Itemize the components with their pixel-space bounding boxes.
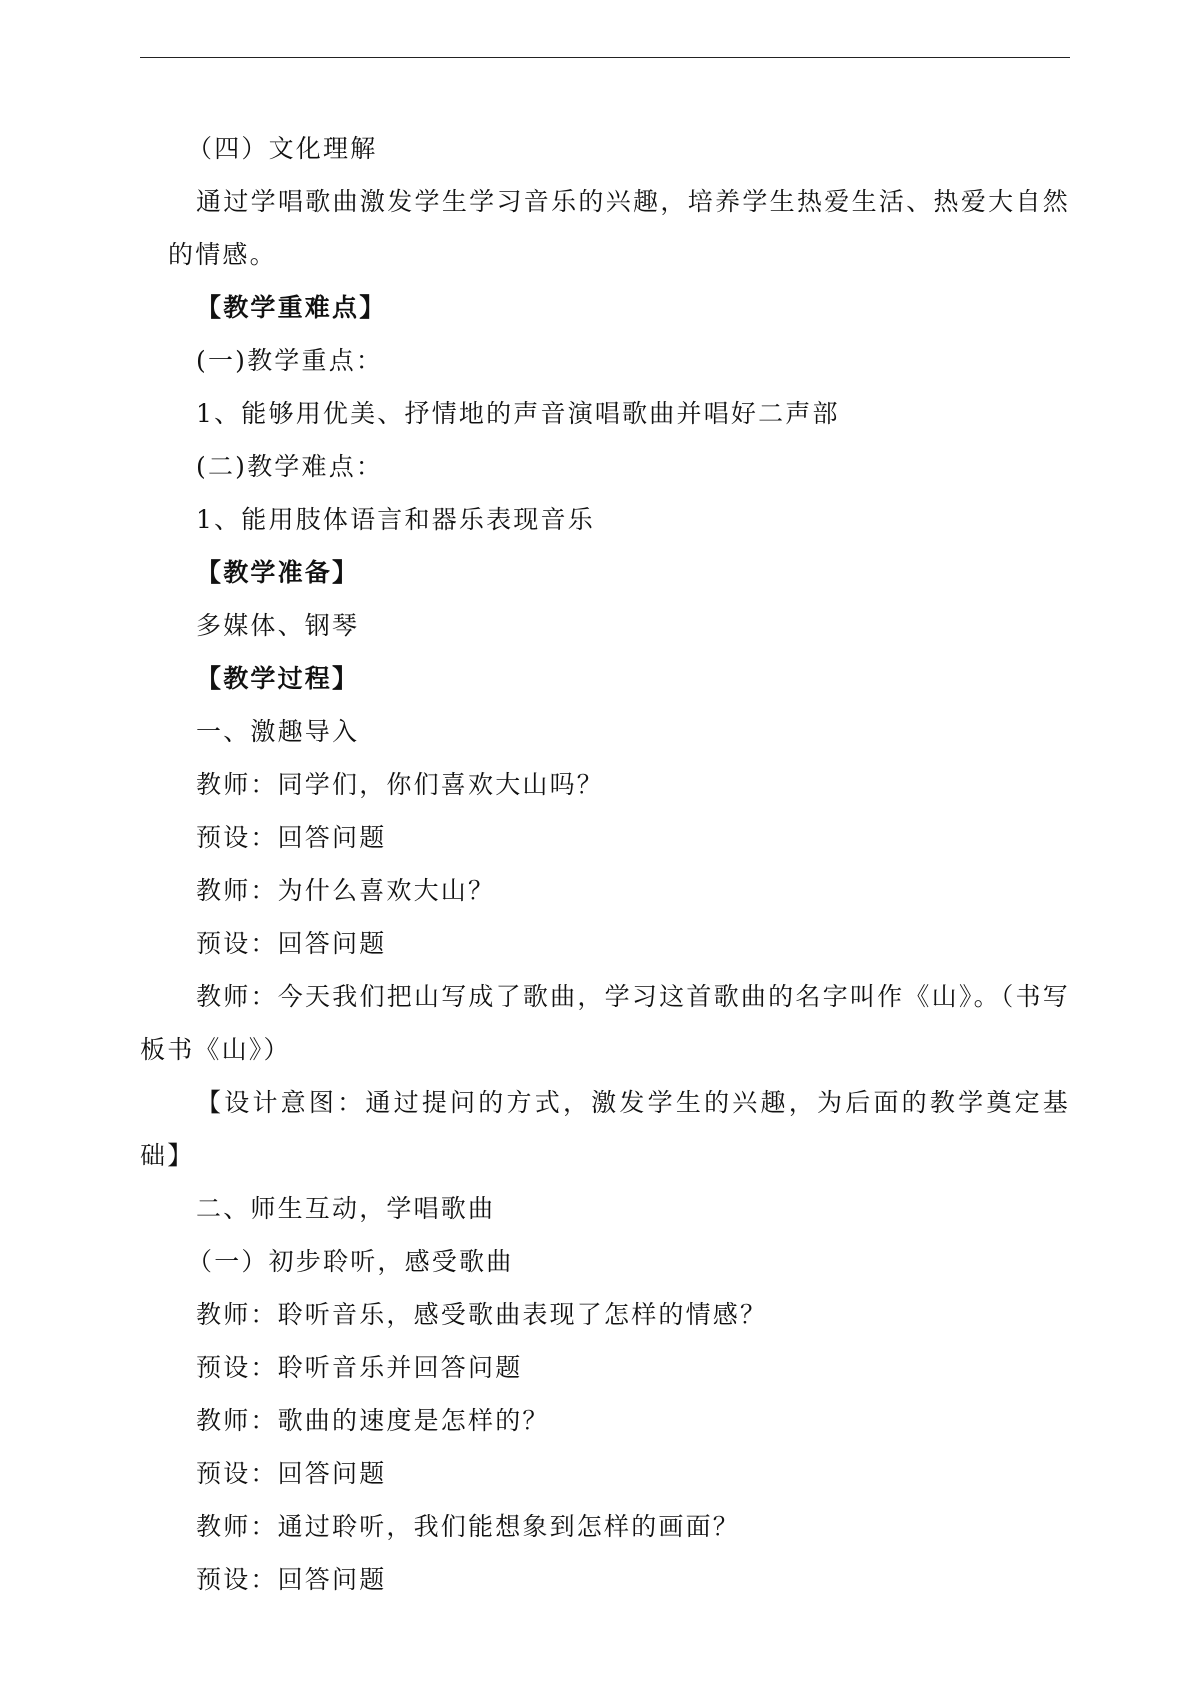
document-body [140, 122, 1070, 1606]
heading-key-points: 【教学重难点】 [196, 293, 387, 322]
dialogue-line: 教师：歌曲的速度是怎样的？ [196, 1406, 550, 1435]
dialogue-line: 预设：回答问题 [196, 823, 387, 852]
dialogue-line: 教师：聆听音乐，感受歌曲表现了怎样的情感？ [196, 1300, 768, 1329]
paragraph-culture: 通过学唱歌曲激发学生学习音乐的兴趣，培养学生热爱生活、热爱大自然的情感。 [168, 187, 1070, 269]
subheading-first-listening: （一）初步聆听，感受歌曲 [187, 1247, 514, 1276]
list-item: 1、能够用优美、抒情地的声音演唱歌曲并唱好二声部 [196, 399, 840, 428]
dialogue-line: 预设：聆听音乐并回答问题 [196, 1353, 523, 1382]
subheading-key-point: (一)教学重点： [196, 346, 384, 375]
heading-process: 【教学过程】 [196, 664, 360, 693]
dialogue-line: 教师：通过聆听，我们能想象到怎样的画面？ [196, 1512, 741, 1541]
dialogue-line: 预设：回答问题 [196, 1565, 387, 1594]
dialogue-line: 教师：为什么喜欢大山？ [196, 876, 496, 905]
subheading-difficult-point: (二)教学难点： [196, 452, 384, 481]
dialogue-line: 教师：同学们，你们喜欢大山吗？ [196, 770, 605, 799]
dialogue-line: 预设：回答问题 [196, 1459, 387, 1488]
design-intent-note: 【设计意图：通过提问的方式，激发学生的兴趣，为后面的教学奠定基础】 [140, 1088, 1070, 1170]
paragraph-preparation: 多媒体、钢琴 [196, 611, 360, 640]
heading-preparation: 【教学准备】 [196, 558, 360, 587]
section-heading-culture: （四）文化理解 [187, 134, 378, 163]
dialogue-line: 预设：回答问题 [196, 929, 387, 958]
dialogue-line: 教师：今天我们把山写成了歌曲，学习这首歌曲的名字叫作《山》。（书写板书《山》） [140, 982, 1070, 1064]
section-heading-interaction: 二、师生互动，学唱歌曲 [196, 1194, 496, 1223]
header-rule [140, 57, 1070, 58]
section-heading-intro: 一、激趣导入 [196, 717, 360, 746]
list-item: 1、能用肢体语言和器乐表现音乐 [196, 505, 595, 534]
